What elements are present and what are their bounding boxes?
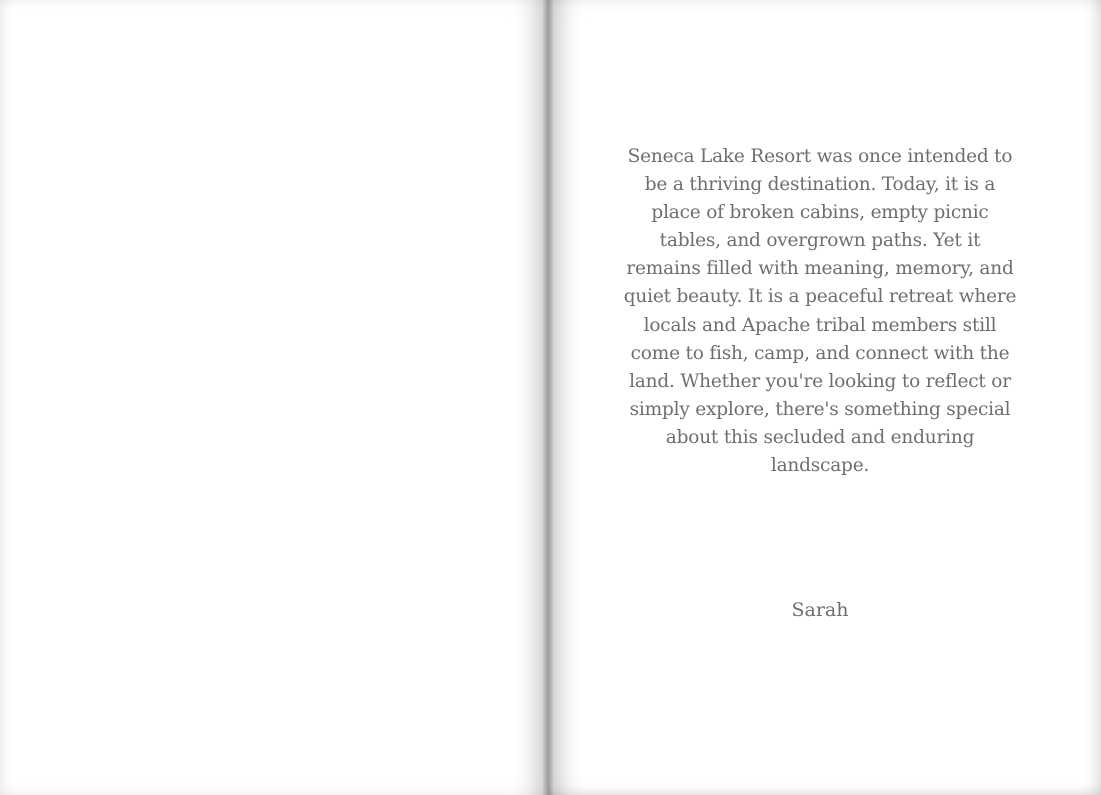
left-page[interactable] bbox=[0, 0, 548, 795]
signature: Sarah bbox=[791, 599, 849, 621]
page-body-text: Seneca Lake Resort was once intended to be a thriving destination. Today, it is a place of broken cabins, empty picnic tables, and overgrown paths. Yet it remains filled with meaning, memory, and quiet beauty. It is a peaceful retreat where locals and Apache tribal members still come to fish, camp, and connect with the land. Whether you're looking to reflect or simply explore, there's something special about this secluded and enduring landscape. bbox=[623, 146, 1017, 477]
right-page[interactable] bbox=[548, 0, 1101, 795]
book-gutter bbox=[543, 0, 553, 795]
